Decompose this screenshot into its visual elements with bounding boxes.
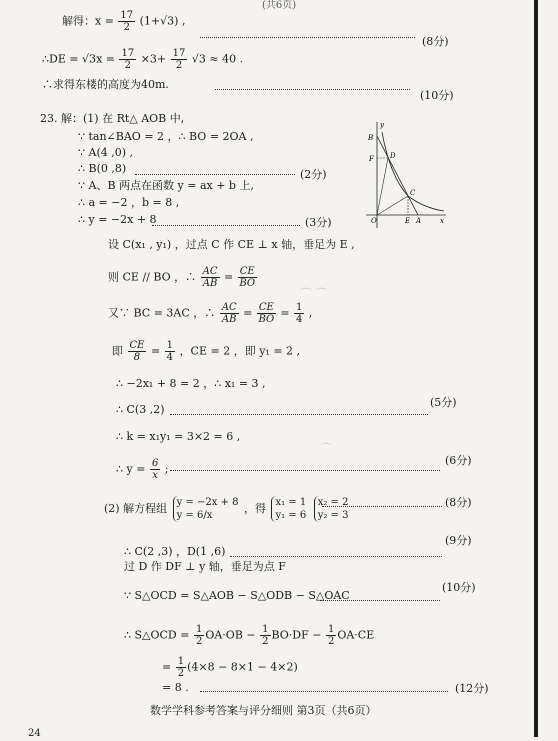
- ratio-line: 则 CE // BO ，∴ $\frac{AC}{AB}$ = $\frac{CE}{BO}$: [108, 266, 256, 289]
- score-6: (6分): [445, 454, 472, 467]
- q23-line: ∴ k = x₁y₁ = 3×2 = 6 ,: [116, 430, 241, 443]
- conclusion-line: ∴求得东楼的高度为40m.: [42, 78, 169, 91]
- bleed-through-mark: ⌒ ⌒: [300, 287, 328, 301]
- dot-leader: [320, 600, 440, 601]
- score-5: (5分): [430, 396, 457, 409]
- label-a: A: [416, 217, 422, 225]
- label-y: y: [380, 121, 384, 129]
- q23-line: ∵ A(4 ,0) ,: [78, 146, 134, 159]
- dot-leader: [322, 506, 442, 507]
- top-cut-text: (共6页): [262, 0, 297, 11]
- score-9: (9分): [445, 534, 472, 547]
- solve-x-line: 解得：x = $\frac{17}{2}$ (1+√3) ,: [62, 10, 186, 33]
- area-calc-line: ∴ S△OCD = $\frac{1}{2}$ OA·OB − $\frac{1}{2}$ BO·DF − $\frac{1}{2}$ OA·CE: [124, 624, 375, 647]
- coordinate-figure: [360, 118, 448, 230]
- segment-oc: [377, 196, 408, 215]
- q23-label: 23. 解：(1) 在 Rt△ AOB 中,: [40, 112, 185, 125]
- score-10: (10分): [420, 89, 454, 102]
- q23-line: ∴ y = $\frac{6}{x}$ ;: [116, 458, 169, 481]
- q23-line: ∴ y = −2x + 8: [78, 213, 157, 226]
- q23-line: 设 C(x₁ , y₁) ，过点 C 作 CE ⊥ x 轴，垂足为 E ,: [108, 238, 355, 251]
- bleed-through-mark: ⌒: [320, 442, 333, 456]
- q23-line: ∴ −2x₁ + 8 = 2 ，∴ x₁ = 3 ,: [116, 377, 266, 390]
- q23-line: ∵ A、B 两点在函数 y = ax + b 上,: [78, 179, 254, 192]
- hyperbola-curve: [382, 132, 444, 211]
- score-8: (8分): [445, 496, 472, 509]
- area-calc-line: = $\frac{1}{2}$ (4×8 − 8×1 − 4×2): [162, 656, 298, 679]
- page-footer: 数学学科参考答案与评分细则 第3页（共6页）: [150, 704, 377, 717]
- score-3: (3分): [305, 216, 332, 229]
- ratio-line: 又∵ BC = 3AC ，∴ $\frac{AC}{AB}$ = $\frac{CE}{BO}$ = $\frac{1}{4}$ ,: [108, 302, 313, 325]
- page-binding-edge: [534, 0, 538, 737]
- q23-line: ∴ C(3 ,2): [116, 403, 165, 416]
- score-12: (12分): [455, 682, 489, 695]
- score-8: (8分): [422, 35, 449, 48]
- q23-line: ∴ B(0 ,8): [78, 162, 127, 175]
- label-d: D: [390, 152, 396, 160]
- line-ab: [377, 136, 418, 215]
- dot-leader: [215, 89, 410, 90]
- dot-leader: [230, 556, 442, 557]
- q23-line: ∴ C(2 ,3) ，D(1 ,6): [124, 545, 226, 558]
- de-calc-line: ∴DE = √3x = $\frac{17}{2}$ ×3+ $\frac{17}{2}$ √3 ≈ 40 .: [42, 48, 244, 71]
- equation-system-line: (2) 解方程组 y = −2x + 8 y = 6/x ，得 x₁ = 1 y₁ = 6 x₂ = 2 y₂ = 3: [104, 497, 349, 521]
- ratio-line: 即 $\frac{CE}{8}$ = $\frac{1}{4}$ ，CE = 2 ，即 y₁ = 2 ,: [112, 340, 301, 363]
- area-result-line: = 8 .: [162, 681, 189, 694]
- score-10: (10分): [442, 581, 476, 594]
- dot-leader: [170, 414, 428, 415]
- area-formula-line: ∵ S△OCD = S△AOB − S△ODB − S△OAC: [124, 589, 350, 602]
- label-c: C: [410, 189, 416, 197]
- page-mark: 24: [28, 728, 41, 739]
- segment-od: [377, 158, 388, 215]
- label-x: x: [440, 217, 444, 225]
- dot-leader: [200, 37, 415, 38]
- label-e: E: [405, 217, 411, 225]
- score-2: (2分): [300, 168, 327, 181]
- q23-line: 过 D 作 DF ⊥ y 轴，垂足为点 F: [124, 560, 286, 573]
- dot-leader: [170, 470, 440, 471]
- label-f: F: [369, 155, 374, 163]
- q23-line: ∵ tan∠BAO = 2 ，∴ BO = 2OA ,: [78, 130, 254, 143]
- dot-leader: [200, 691, 448, 692]
- q23-line: ∴ a = −2 ，b = 8 ,: [78, 196, 180, 209]
- label-o: O: [371, 217, 377, 225]
- dot-leader: [152, 225, 300, 226]
- label-b: B: [368, 134, 374, 142]
- dot-leader: [135, 174, 295, 175]
